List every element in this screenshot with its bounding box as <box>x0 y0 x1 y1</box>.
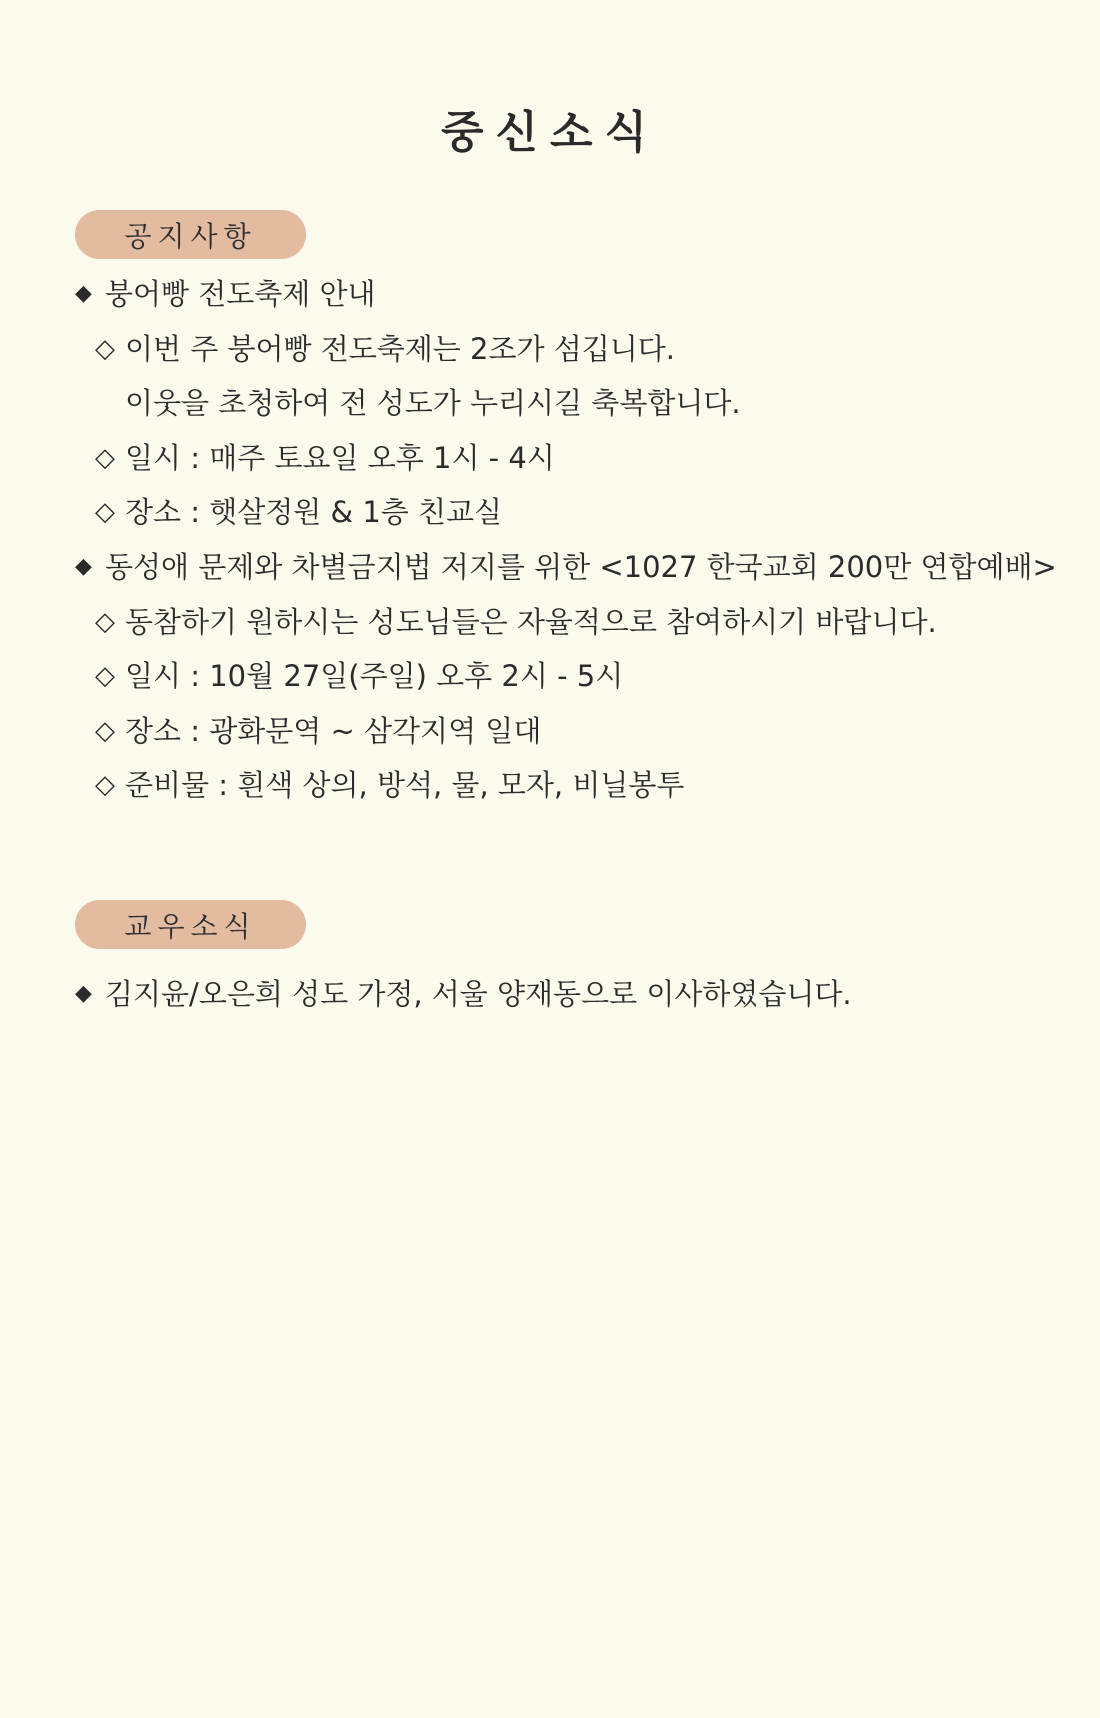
item-text: 동성애 문제와 차별금지법 저지를 위한 <1027 한국교회 200만 연합예배> <box>105 549 1057 584</box>
item-text: 장소 : 햇살정원 & 1층 친교실 <box>125 495 503 530</box>
outline-diamond-icon: ◇ <box>95 497 115 528</box>
filled-diamond-icon: ◆ <box>75 281 92 306</box>
item-text: 이웃을 초청하여 전 성도가 누리시길 축복합니다. <box>125 386 741 421</box>
outline-diamond-icon: ◇ <box>95 333 115 364</box>
member-news-section <box>75 900 1035 1022</box>
item-text: 준비물 : 흰색 상의, 방석, 물, 모자, 비닐봉투 <box>125 768 685 803</box>
list-item <box>75 267 1035 322</box>
item-text: 일시 : 매주 토요일 오후 1시 - 4시 <box>125 440 555 475</box>
notice-list <box>75 267 1057 813</box>
sub-list-item <box>75 704 1035 759</box>
filled-diamond-icon: ◆ <box>75 553 92 579</box>
section-label-pill: 교우소식 <box>75 900 306 949</box>
outline-diamond-icon: ◇ <box>95 661 115 692</box>
notice-section <box>75 210 1057 813</box>
sub-list-item <box>75 758 1035 813</box>
outline-diamond-icon: ◇ <box>95 770 115 801</box>
sub-list-item <box>75 431 1035 486</box>
item-text: 장소 : 광화문역 ~ 삼각지역 일대 <box>125 713 542 748</box>
section-label-pill: 공지사항 <box>75 210 306 259</box>
list-item <box>75 540 1057 595</box>
sub-list-item <box>75 485 1035 540</box>
list-item <box>75 967 1035 1022</box>
item-text: 일시 : 10월 27일(주일) 오후 2시 - 5시 <box>125 659 624 694</box>
member-news-list <box>75 967 1035 1022</box>
sub-list-item <box>75 649 1035 704</box>
item-text: 이번 주 붕어빵 전도축제는 2조가 섬깁니다. <box>125 331 675 366</box>
item-text: 김지윤/오은희 성도 가정, 서울 양재동으로 이사하였습니다. <box>105 977 852 1011</box>
sub-list-item <box>75 595 1035 650</box>
page-title: 중신소식 <box>440 107 659 158</box>
outline-diamond-icon: ◇ <box>95 606 115 637</box>
sub-list-item <box>75 322 1035 377</box>
outline-diamond-icon: ◇ <box>95 442 115 473</box>
item-text: 동참하기 원하시는 성도님들은 자율적으로 참여하시기 바랍니다. <box>125 604 937 639</box>
list-item-continuation <box>75 376 1035 431</box>
item-text: 붕어빵 전도축제 안내 <box>105 277 376 311</box>
filled-diamond-icon: ◆ <box>75 981 92 1006</box>
outline-diamond-icon: ◇ <box>95 715 115 746</box>
